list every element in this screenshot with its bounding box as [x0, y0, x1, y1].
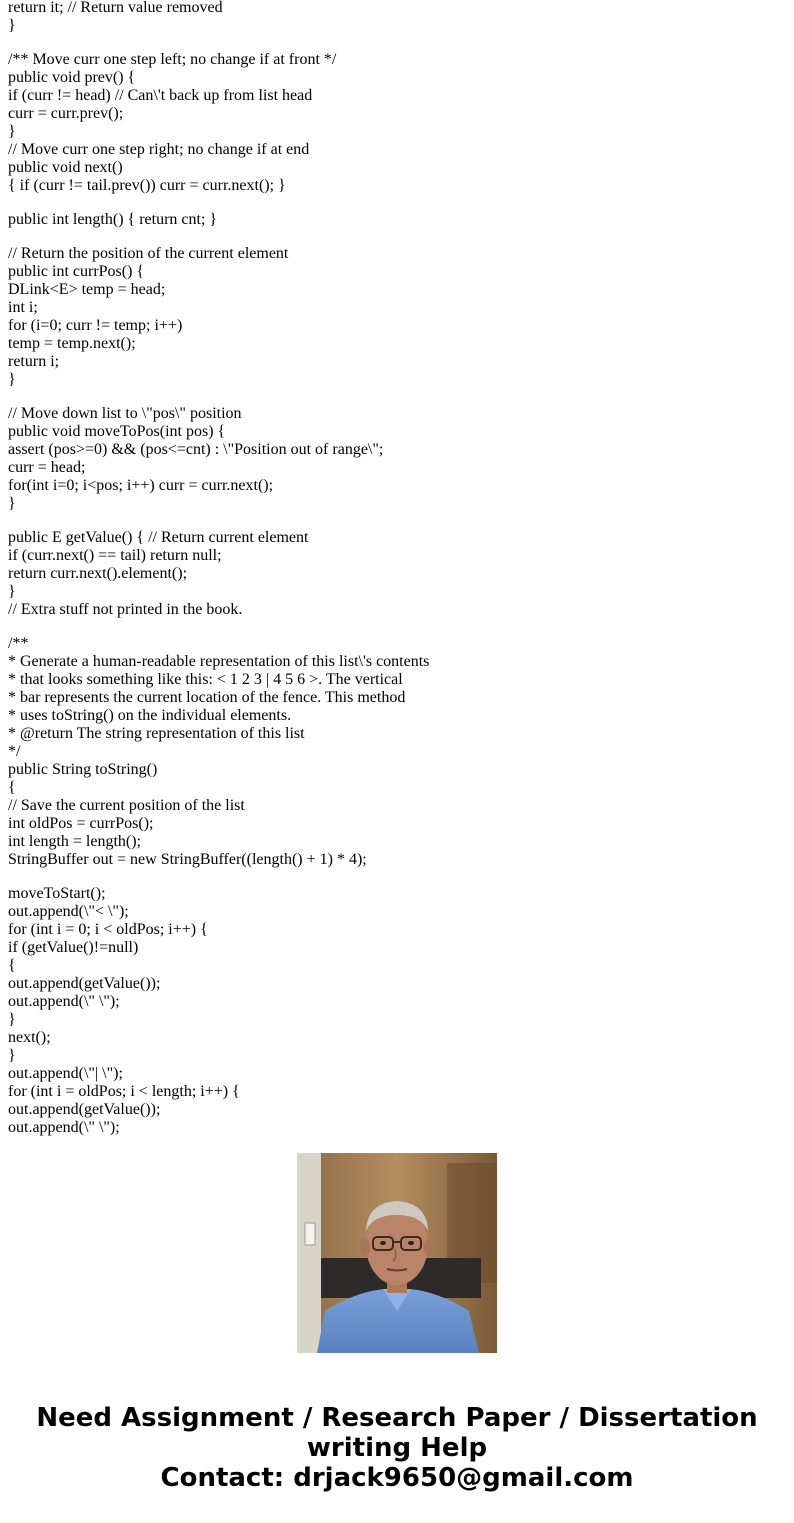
author-photo [297, 1153, 497, 1353]
code-line: DLink<E> temp = head; [8, 281, 166, 298]
code-line: if (curr.next() == tail) return null; [8, 547, 222, 564]
code-line: { [8, 779, 16, 796]
code-line: next(); [8, 1029, 51, 1046]
code-line: * @return The string representation of this list [8, 725, 305, 742]
blank-line [8, 389, 788, 405]
code-line: return i; [8, 353, 60, 370]
blank-line [8, 513, 788, 529]
code-line: // Move down list to \"pos\" position [8, 405, 242, 422]
code-line: out.append(\"< \"); [8, 903, 129, 920]
code-line: /** Move curr one step left; no change if at front */ [8, 51, 337, 68]
code-line: if (curr != head) // Can\'t back up from list head [8, 87, 313, 104]
contact-banner [0, 1403, 794, 1493]
code-line: int i; [8, 299, 38, 316]
code-line: curr = curr.prev(); [8, 105, 124, 122]
code-line: public int length() { return cnt; } [8, 211, 218, 228]
code-line: out.append(\" \"); [8, 1119, 120, 1136]
code-line: /** [8, 635, 29, 652]
code-line: * uses toString() on the individual elements. [8, 707, 292, 724]
code-line: * Generate a human-readable representation of this list\'s contents [8, 653, 430, 670]
code-line: for (int i = oldPos; i < length; i++) { [8, 1083, 240, 1100]
code-line: */ [8, 743, 21, 760]
blank-line [8, 619, 788, 635]
code-line: curr = head; [8, 459, 86, 476]
code-line: for (int i = 0; i < oldPos; i++) { [8, 921, 208, 938]
code-line: public String toString() [8, 761, 158, 778]
code-line: } [8, 17, 16, 34]
blank-line [8, 195, 788, 211]
code-line: out.append(\" \"); [8, 993, 120, 1010]
code-line: * bar represents the current location of the fence. This method [8, 689, 406, 706]
code-line: { if (curr != tail.prev()) curr = curr.next(); } [8, 177, 286, 194]
code-line: public void moveToPos(int pos) { [8, 423, 226, 440]
code-line: } [8, 1047, 16, 1064]
code-line: public E getValue() { // Return current element [8, 529, 309, 546]
code-line: out.append(getValue()); [8, 1101, 161, 1118]
code-line: moveToStart(); [8, 885, 106, 902]
code-line: // Return the position of the current element [8, 245, 289, 262]
code-line: public void next() [8, 159, 123, 176]
code-line: return curr.next().element(); [8, 565, 188, 582]
code-line: } [8, 1011, 16, 1028]
blank-line [8, 35, 788, 51]
banner-subheadline: writing Help [306, 1433, 488, 1463]
banner-headline: Need Assignment / Research Paper / Dissertation [36, 1403, 758, 1433]
code-listing [8, 0, 788, 1136]
code-line: if (getValue()!=null) [8, 939, 139, 956]
code-line: int oldPos = currPos(); [8, 815, 154, 832]
blank-line [8, 229, 788, 245]
code-line: } [8, 583, 16, 600]
code-line: } [8, 123, 16, 140]
code-line: // Extra stuff not printed in the book. [8, 601, 243, 618]
code-line: out.append(\"| \"); [8, 1065, 123, 1082]
code-line: // Save the current position of the list [8, 797, 245, 814]
code-line: * that looks something like this: < 1 2 3 | 4 5 6 >. The vertical [8, 671, 403, 688]
code-line: out.append(getValue()); [8, 975, 161, 992]
code-line: return it; // Return value removed [8, 0, 223, 16]
code-line: for (i=0; curr != temp; i++) [8, 317, 183, 334]
code-line: for(int i=0; i<pos; i++) curr = curr.next(); [8, 477, 274, 494]
code-line: StringBuffer out = new StringBuffer((length() + 1) * 4); [8, 851, 367, 868]
person-portrait-icon [297, 1153, 497, 1353]
blank-line [8, 869, 788, 885]
code-line: int length = length(); [8, 833, 141, 850]
code-line: // Move curr one step right; no change if at end [8, 141, 310, 158]
code-line: public void prev() { [8, 69, 136, 86]
code-line: { [8, 957, 16, 974]
code-line: } [8, 371, 16, 388]
code-line: assert (pos>=0) && (pos<=cnt) : \"Position out of range\"; [8, 441, 384, 458]
code-line: temp = temp.next(); [8, 335, 136, 352]
code-line: public int currPos() { [8, 263, 145, 280]
contact-email: Contact: drjack9650@gmail.com [160, 1463, 634, 1493]
code-line: } [8, 495, 16, 512]
